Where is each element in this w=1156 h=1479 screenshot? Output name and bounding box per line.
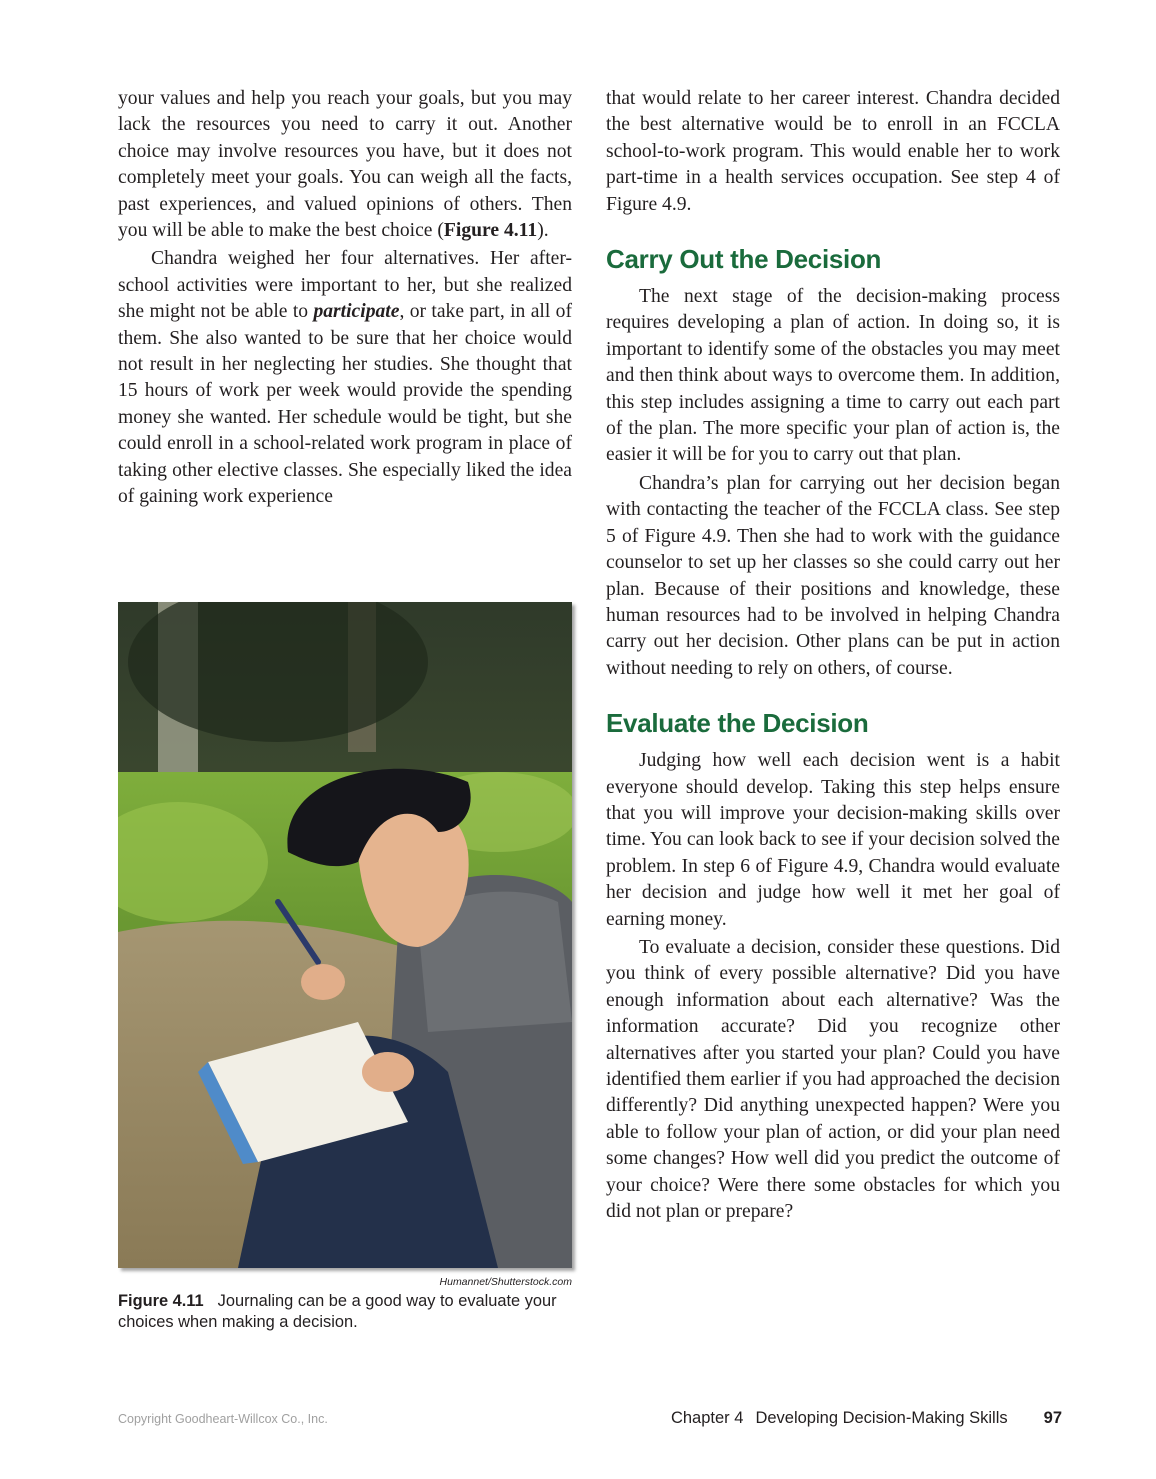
figure-caption-text: Journaling can be a good way to evaluate your choices when making a decision. xyxy=(118,1292,557,1331)
photo-credit: Humannet/Shutterstock.com xyxy=(439,1276,572,1288)
paragraph-evaluation-questions: To evaluate a decision, consider these questions. Did you think of every possible alternative? Did you have enough information about each alternative? Was the information accurate? Did you recognize other alternatives after you started your plan? Could you have identified them earlier if you had approached the decision differently? Did anything unexpected happen? Were you able to follow your plan of action, or did your plan need some changes? How well did you predict the outcome of your choice? Were there some obstacles for which you did not plan or prepare? xyxy=(606,936,1060,1223)
figure-number: Figure 4.11 xyxy=(118,1292,204,1310)
figure-reference: Figure 4.11 xyxy=(443,220,538,242)
paragraph-career-interest: that would relate to her career interest. Chandra decided the best alternative would be to enroll in an FCCLA school-to-work program. This would enable her to work part-time in a health services occupation. See step 4 of Figure 4.9. xyxy=(606,88,1060,215)
paragraph-chandra-plan: Chandra’s plan for carrying out her decision began with contacting the teacher of the FCCLA class. See step 5 of Figure 4.9. Then she had to work with the guidance counselor to set up her classes so she could carry out her plan. Because of their positions and knowledge, these human resources had to be involved in helping Chandra carry out her decision. Other plans can be put in action without needing to rely on others, of course. xyxy=(606,472,1060,679)
figure-caption xyxy=(118,1291,572,1333)
page-number: 97 xyxy=(1043,1409,1062,1427)
heading-evaluate-decision: Evaluate the Decision xyxy=(606,708,869,739)
footer-chapter: Chapter 4 xyxy=(670,1409,744,1427)
student-journaling-photo xyxy=(118,602,572,1268)
figure-4-11 xyxy=(118,602,572,1333)
paragraph-values: your values and help you reach your goals, but you may lack the resources you need to carry it out. Another choice may involve resources you have, but it does not completely meet your goals. You can weigh all the facts, past experiences, and valued opinions of others. Then you will be able to make the best choice (Figure 4.11). xyxy=(118,88,572,242)
paragraph-plan-of-action: The next stage of the decision-making process requires developing a plan of action. In doing so, it is important to identify some of the obstacles you may meet and then think about ways to overcome them. In addition, this step includes assigning a time to carry out each part of the plan. The more specific your plan of action is, the easier it will be for you to carry out that plan. xyxy=(606,286,1060,466)
paragraph-judging: Judging how well each decision went is a habit everyone should develop. Taking this step helps ensure that you will improve your decision-making skills over time. You can look back to see if your decision solved the problem. In step 6 of Figure 4.9, Chandra would evaluate her decision and judge how well it met her goal of earning money. xyxy=(606,750,1060,930)
paragraph-alternatives: Chandra weighed her four alternatives. Her after-school activities were important to her, but she realized she might not be able to participate, or take part, in all of them. She also wanted to be sure that her choice would not result in her neglecting her studies. She thought that 15 hours of work per week would provide the spending money she wanted. Her schedule would be tight, but she could enroll in a school-related work program in place of taking other elective classes. She especially liked the idea of gaining work experience xyxy=(118,248,572,508)
right-column xyxy=(606,86,1060,1225)
footer-chapter-title: Developing Decision-Making Skills xyxy=(755,1409,1008,1427)
key-term-participate: participate xyxy=(313,301,400,323)
footer-copyright: Copyright Goodheart-Willcox Co., Inc. xyxy=(118,1412,328,1426)
footer-chapter-info xyxy=(671,1409,1062,1428)
heading-carry-out-decision: Carry Out the Decision xyxy=(606,244,882,275)
left-column xyxy=(118,86,572,511)
